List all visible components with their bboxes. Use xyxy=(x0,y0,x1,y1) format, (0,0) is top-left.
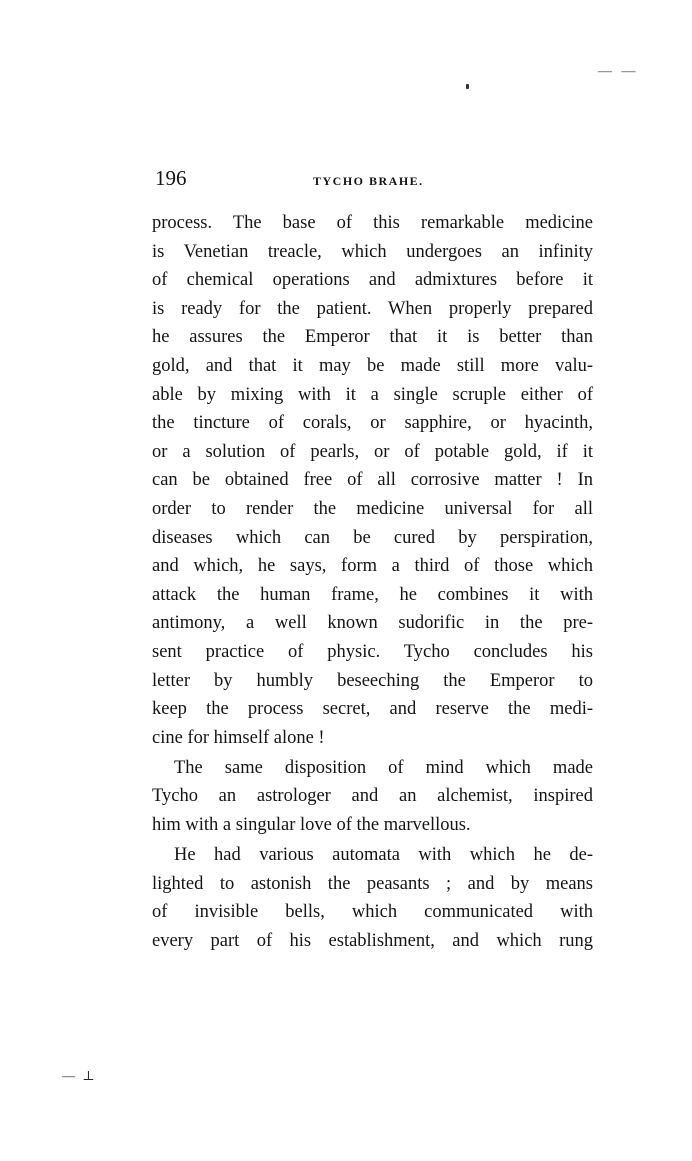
text-line: and which, he says, form a third of those which xyxy=(152,556,593,577)
page-number: 196 xyxy=(155,166,187,190)
text-line: the tincture of corals, or sapphire, or hyacinth, xyxy=(152,413,593,434)
text-line: He had various automata with which he de- xyxy=(174,845,593,866)
running-head xyxy=(155,166,595,194)
text-line: Tycho an astrologer and an alchemist, inspired xyxy=(152,786,593,807)
text-line: or a solution of pearls, or of potable gold, if it xyxy=(152,441,593,462)
text-line: attack the human frame, he combines it with xyxy=(152,584,593,605)
text-line: antimony, a well known sudorific in the pre- xyxy=(152,613,593,634)
text-line: lighted to astonish the peasants ; and by means xyxy=(152,873,593,894)
text-line: is Venetian treacle, which undergoes an infinity xyxy=(152,241,593,262)
text-line: he assures the Emperor that it is better than xyxy=(152,327,593,348)
paragraph xyxy=(152,209,593,752)
margin-mark-bottom: — ⊥ xyxy=(62,1068,97,1083)
text-line: sent practice of physic. Tycho concludes his xyxy=(152,641,593,662)
text-line: of invisible bells, which communicated with xyxy=(152,902,593,923)
paragraph xyxy=(152,841,593,955)
text-line: The same disposition of mind which made xyxy=(174,757,593,778)
text-line: diseases which can be cured by perspiration, xyxy=(152,527,593,548)
text-line: is ready for the patient. When properly prepared xyxy=(152,298,593,319)
text-line: of chemical operations and admixtures before it xyxy=(152,270,593,291)
margin-mark-top: — — xyxy=(598,64,639,79)
body-text xyxy=(152,209,593,956)
text-line: can be obtained free of all corrosive matter ! In xyxy=(152,470,593,491)
text-line: every part of his establishment, and which rung xyxy=(152,931,593,952)
text-line: process. The base of this remarkable medicine xyxy=(152,213,593,233)
paragraph xyxy=(152,754,593,840)
text-line: order to render the medicine universal for all xyxy=(152,498,593,519)
ink-dot xyxy=(466,84,469,89)
text-line: able by mixing with it a single scruple either of xyxy=(152,384,593,405)
running-title: TYCHO BRAHE. xyxy=(313,174,424,188)
text-line: cine for himself alone ! xyxy=(152,727,325,748)
text-line: him with a singular love of the marvellous. xyxy=(152,815,471,836)
text-line: keep the process secret, and reserve the medi- xyxy=(152,699,593,720)
text-line: letter by humbly beseeching the Emperor to xyxy=(152,670,593,691)
text-line: gold, and that it may be made still more valu- xyxy=(152,355,593,376)
